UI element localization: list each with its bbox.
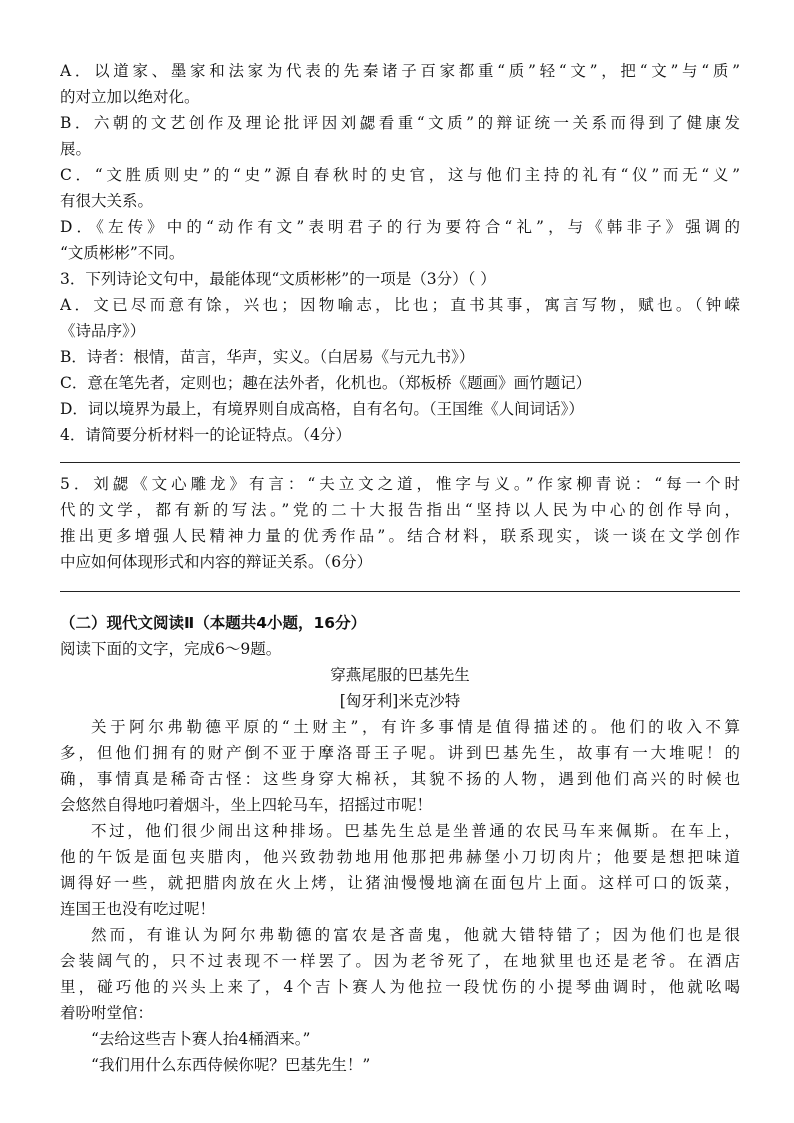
text-line: 调得好一些，就把腊肉放在火上烤，让猪油慢慢地滴在面包片上面。这样可口的饭菜， <box>60 874 740 892</box>
text-line: 他的午饭是面包夹腊肉，他兴致勃勃地用他那把弗赫堡小刀切肉片；他要是想把味道 <box>60 848 740 866</box>
q3-option-d: D．词以境界为最上，有境界则自成高格，自有名句。（王国维《人间词话》） <box>60 400 584 418</box>
text-line: B．六朝的文艺创作及理论批评因刘勰看重“文质”的辩证统一关系而得到了健康发 <box>60 114 740 132</box>
text-line: A．以道家、墨家和法家为代表的先秦诸子百家都重“质”轻“文”，把“文”与“质” <box>60 62 740 80</box>
q3-option-c: C．意在笔先者，定则也；趣在法外者，化机也。（郑板桥《题画》画竹题记） <box>60 374 592 392</box>
text-line: 5．刘勰《文心雕龙》有言：“夫立文之道，惟字与义。”作家柳青说：“每一个时 <box>60 475 740 493</box>
text-line: D．《左传》中的“动作有文”表明君子的行为要符合“礼”，与《韩非子》强调的 <box>60 218 740 236</box>
document-page <box>60 58 740 1078</box>
text-line: 代的文学，都有新的写法。”党的二十大报告指出“坚持以人民为中心的创作导向， <box>60 501 740 519</box>
q2-options <box>60 58 740 266</box>
text-line: 连国王也没有吃过呢！ <box>60 900 216 918</box>
reading-instruction: 阅读下面的文字，完成6～9题。 <box>60 640 282 658</box>
question-4: 4．请简要分析材料一的论证特点。（4分） <box>60 426 351 444</box>
answer-line[interactable] <box>60 591 740 592</box>
story-paragraph-3 <box>60 922 740 1026</box>
text-line: A．文已尽而意有馀，兴也；因物喻志，比也；直书其事，寓言写物，赋也。（钟嵘 <box>60 296 740 314</box>
story-title: 穿燕尾服的巴基先生 <box>330 666 470 684</box>
text-line: 展。 <box>60 140 92 158</box>
q2-option-d <box>60 214 740 266</box>
text-line: 着吩咐堂倌： <box>60 1004 154 1022</box>
text-line: 不过，他们很少闹出这种排场。巴基先生总是坐普通的农民马车来佩斯。在车上， <box>91 822 740 840</box>
dialogue-line: “我们用什么东西侍候你呢？巴基先生！” <box>91 1056 371 1074</box>
text-line: 多，但他们拥有的财产倒不亚于摩洛哥王子呢。讲到巴基先生，故事有一大堆呢！的 <box>60 744 740 762</box>
q2-option-b <box>60 110 740 162</box>
question-3 <box>60 266 740 422</box>
text-line: C．“文胜质则史”的“史”源自春秋时的史官，这与他们主持的礼有“仪”而无“义” <box>60 166 740 184</box>
q3-option-b: B．诗者：根情，苗言，华声，实义。（白居易《与元九书》） <box>60 348 475 366</box>
q2-option-a <box>60 58 740 110</box>
answer-line[interactable] <box>60 462 740 463</box>
text-line: 关于阿尔弗勒德平原的“土财主”，有许多事情是值得描述的。他们的收入不算 <box>91 718 740 736</box>
story-paragraph-2 <box>60 818 740 922</box>
question-3-stem: 3．下列诗论文句中，最能体现“文质彬彬”的一项是（3分）（ ） <box>60 270 496 288</box>
text-line: 会装阔气的，只不过表现不一样罢了。因为老爷死了，在地狱里也还是老爷。在酒店 <box>60 952 740 970</box>
dialogue-line: “去给这些吉卜赛人抬4桶酒来。” <box>91 1030 311 1048</box>
section-2 <box>60 610 740 1078</box>
text-line: 有很大关系。 <box>60 192 154 210</box>
text-line: 推出更多增强人民精神力量的优秀作品”。结合材料，联系现实，谈一谈在文学创作 <box>60 527 740 545</box>
story-author: [匈牙利]米克沙特 <box>339 692 461 710</box>
section-title: （二）现代文阅读Ⅱ（本题共4小题，16分） <box>60 614 367 632</box>
text-line: 中应如何体现形式和内容的辩证关系。（6分） <box>60 553 373 571</box>
q2-option-c <box>60 162 740 214</box>
q3-option-a <box>60 292 740 344</box>
text-line: 里，碰巧他的兴头上来了，4个吉卜赛人为他拉一段忧伤的小提琴曲调时，他就吆喝 <box>60 978 740 996</box>
text-line: 的对立加以绝对化。 <box>60 88 200 106</box>
question-5 <box>60 471 740 575</box>
text-line: 然而，有谁认为阿尔弗勒德的富农是吝啬鬼，他就大错特错了；因为他们也是很 <box>91 926 740 944</box>
text-line: 会悠然自得地叼着烟斗，坐上四轮马车，招摇过市呢！ <box>60 796 433 814</box>
text-line: “文质彬彬”不同。 <box>60 244 185 262</box>
story-paragraph-1 <box>60 714 740 818</box>
text-line: 确，事情真是稀奇古怪：这些身穿大棉袄，其貌不扬的人物，遇到他们高兴的时候也 <box>60 770 740 788</box>
text-line: 《诗品序》） <box>60 322 146 340</box>
